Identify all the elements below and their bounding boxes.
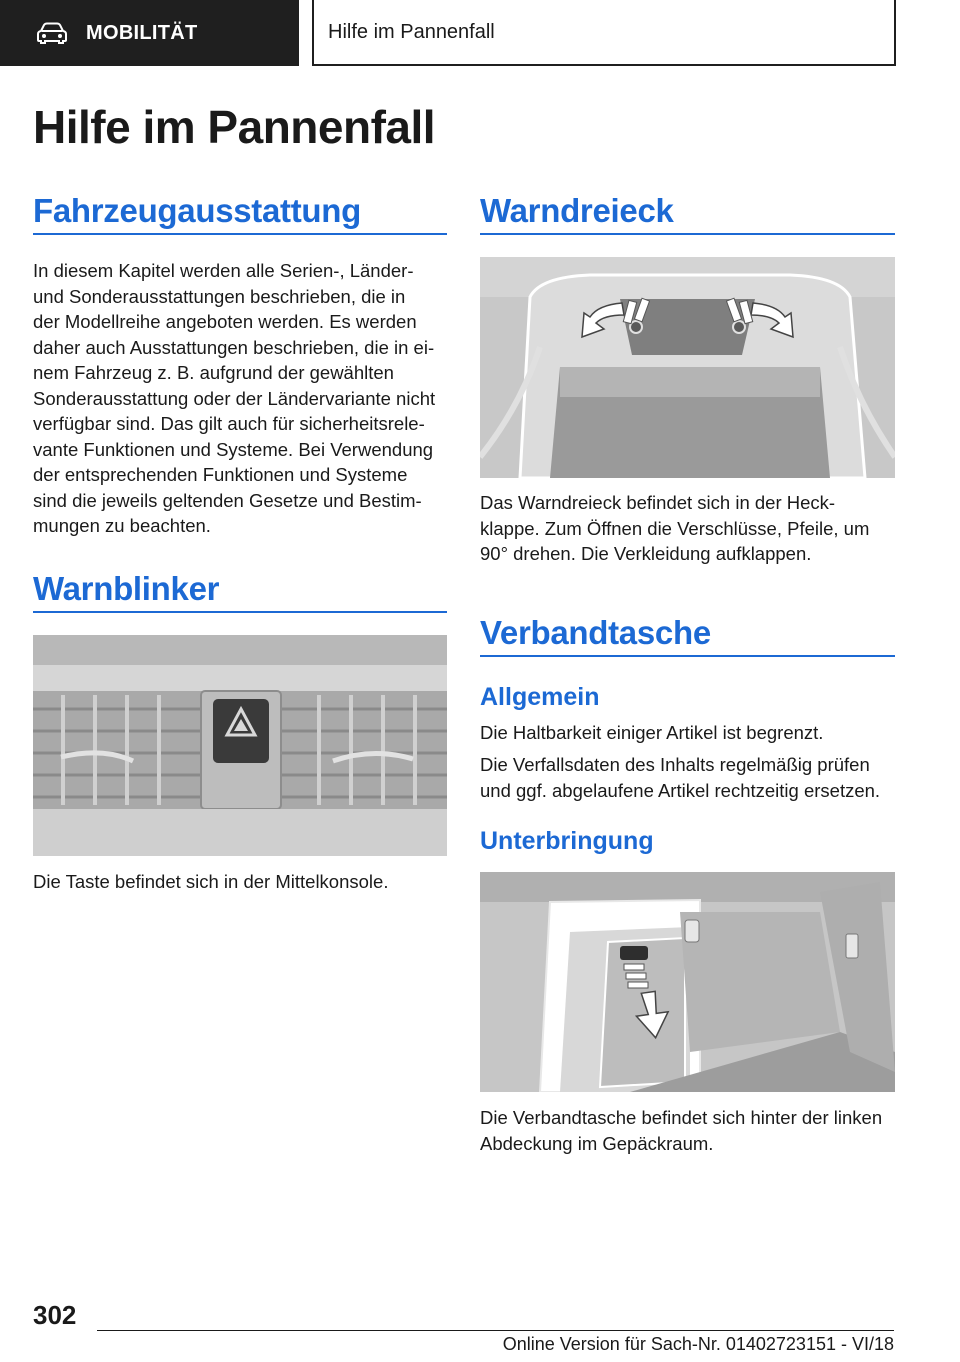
warning-triangle-figure [480, 257, 895, 478]
heading-fahrzeugausstattung: Fahrzeugausstattung [33, 192, 361, 229]
allgemein-paragraph-1: Die Haltbarkeit einiger Artikel ist begrenzt. [480, 722, 824, 743]
footer-version-text: Online Version für Sach-Nr. 01402723151 - VI/18 [502, 1334, 894, 1354]
heading-verbandtasche: Verbandtasche [480, 614, 711, 651]
first-aid-kit-figure [480, 872, 895, 1092]
heading-unterbringung: Unterbringung [480, 827, 654, 855]
chapter-label: Hilfe im Pannenfall [328, 20, 495, 43]
unterbringung-paragraph: Die Verbandtasche befindet sich hinter der linken Abdeckung im Gepäckraum. [480, 1107, 883, 1154]
hazard-button-figure [33, 635, 447, 856]
allgemein-paragraph-2: Die Verfallsdaten des Inhalts regelmäßig prüfen und ggf. abgelaufene Artikel rechtzeitig ersetzen. [480, 754, 881, 801]
warndreieck-paragraph: Das Warndreieck befindet sich in der Heck- klappe. Zum Öffnen die Verschlüsse, Pfeile, um 90° drehen. Die Verkleidung aufklappen. [480, 492, 870, 564]
section-tab[interactable] [0, 0, 299, 66]
fahrzeug-paragraph: In diesem Kapitel werden alle Serien-, Länder- und Sonderausstattungen beschrieben, die in der Modellreihe angeboten werden. Es werden daher auch Ausstattungen beschrieben, die in ei- nem Fahrzeug z. B. aufgrund der gewählten Sonderausstattung oder der Ländervariante nicht verfügbar sind. Das gilt auch für sicherheitsrele- vante Funktionen und Systeme. Bei Verwendung der entsprechenden Funktionen und Systeme sind die jeweils geltenden Gesetze und Bestim- mungen zu beachten. [33, 260, 436, 536]
page-header [0, 0, 960, 66]
warnblinker-caption: Die Taste befindet sich in der Mittelkonsole. [33, 871, 389, 892]
heading-rule [480, 655, 895, 657]
page-title: Hilfe im Pannenfall [33, 101, 436, 153]
page-number: 302 [33, 1300, 77, 1330]
section-label: MOBILITÄT [86, 21, 198, 44]
heading-warnblinker: Warnblinker [33, 570, 220, 607]
car-icon [36, 22, 68, 44]
heading-rule [33, 233, 447, 235]
heading-warndreieck: Warndreieck [480, 192, 674, 229]
heading-allgemein: Allgemein [480, 683, 600, 711]
heading-rule [480, 233, 895, 235]
chapter-tab[interactable] [312, 0, 896, 66]
footer-rule [97, 1330, 894, 1331]
heading-rule [33, 611, 447, 613]
